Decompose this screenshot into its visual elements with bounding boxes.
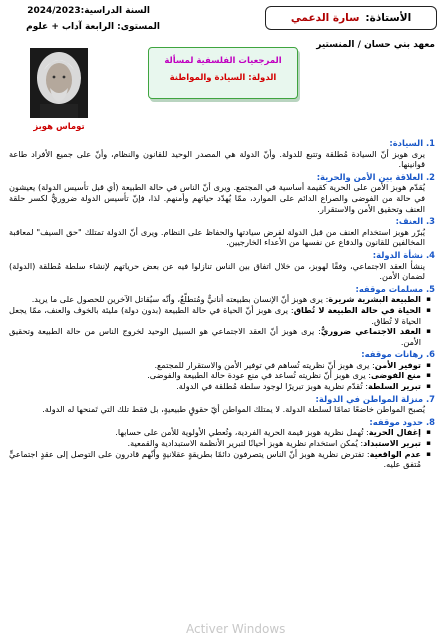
item-label: إغفال الحرية xyxy=(368,427,421,438)
item-text: : تفترض نظرية هوبز أنّ الناس يتصرفون دائمًا بطريقةٍ عقلانيةٍ وأنّهم قادرون على التوصل إلى عقدٍ اجتماعيٍّ مُتفق عليه. xyxy=(9,448,421,470)
section-title: 1. السيادة: xyxy=(389,138,435,148)
item-label: تبرير السلطة xyxy=(367,381,421,392)
item-label: العقد الاجتماعي ضروريٌّ xyxy=(320,326,421,337)
section-state-origin xyxy=(9,250,435,282)
section-title: 3. العنف: xyxy=(395,216,435,227)
section-stakes xyxy=(9,349,435,391)
title-line-2: الدولة: السيادة والمواطنة xyxy=(169,73,277,83)
section-text: يرى هوبز أنّ السيادة مُطلقة وتتبع للدولة. وأنّ الدولة هي المصدر الوحيد للقانون والنظام، وأنّ على جميع الأفراد طاعة قوانينها. xyxy=(9,148,425,170)
section-title: 5. مسلمات موقفه: xyxy=(355,283,435,294)
item-text: : يرى هوبز أنّ العقد الاجتماعي هو السبيل الوحيد لخروج الناس من حالة الطبيعة وتحقيق الأمن. xyxy=(9,326,421,347)
list-item xyxy=(9,381,435,392)
item-text: : يرى هوبز أنّ الإنسان بطبيعته أنانيٌّ ومُتطلّعٌ، وأنّه سيُقاتل الآخرين للحصول على ما يريد. xyxy=(31,294,329,305)
item-text: : يرى هوبز أنّ نظريته تُساهم في توفير الأمن والاستقرار للمجتمع. xyxy=(154,359,375,370)
item-label: توفير الأمن xyxy=(374,359,421,370)
section-text: ينشأ العقد الاجتماعي، وفقًا لهوبز، من خلال اتفاق بين الناس تنازلوا فيه عن بعض حرياتهم لإنشاء سلطة مُطلقة (الدولة) لضمان الأمن. xyxy=(9,260,425,282)
section-text: يُبرّر هوبز استخدام العنف من قبل الدولة لفرض سيادتها والحفاظ على النظام. ويرى أنّ الدولة تمتلك "حق السيف" لمعاقبة المخالفين للقانون والدفاع عن نفسها من الأعداء الخارجيين. xyxy=(9,226,425,248)
list-item xyxy=(9,326,435,347)
list-item xyxy=(9,449,435,470)
list-item xyxy=(9,438,435,449)
school-year: السنة الدراسية:2024/2023 xyxy=(27,6,150,16)
school-name: معهد بني حسان / المنستير xyxy=(316,40,435,50)
section-text: يُصبح المواطن خاضعًا تمامًا لسلطة الدولة. لا يمتلك المواطن أيّ حقوقٍ طبيعيةٍ، بل فقط تلك التي تَمنحها له الدولة. xyxy=(42,404,425,415)
section-title: 4. نشأة الدولة: xyxy=(372,249,435,260)
list-item xyxy=(9,305,435,326)
section-text: يُقدّم هوبز الأمن على الحرية كقيمة أساسية في المجتمع. ويرى أنّ الناس في حالة الطبيعة (أي قبل تأسيس الدولة) يعيشون في حالة من الفوضى والصراع الدائم على الموارد، ممّا يُهدّد حياتهم وأمنهم. لذا، فإنّ تأسيس الدولة ضروريٌّ لكسر حلقة العنف وتحقيق الأمن والاستقرار. xyxy=(9,182,425,214)
section-security-freedom xyxy=(9,172,435,214)
list-item xyxy=(9,370,435,381)
teacher-box xyxy=(265,6,437,30)
list-item xyxy=(9,360,435,371)
item-text: : يُمكن استخدام نظرية هوبز أحيانًا لتبرير الأنظمة الاستبدادية والقمعية. xyxy=(127,438,364,449)
teacher-name: سارة الدعمي xyxy=(290,12,360,24)
list-item xyxy=(9,294,435,305)
section-title: 7. منزلة المواطن في الدولة: xyxy=(315,393,435,404)
section-title: 8. حدود موقفه: xyxy=(369,416,435,427)
hobbes-portrait xyxy=(30,48,88,118)
item-text: : تُهمل نظرية هوبز قيمة الحرية الفردية، وتُعطي الأولوية للأمن على حسابها. xyxy=(115,427,369,438)
class-level: المستوى: الرابعة آداب + علوم xyxy=(26,22,160,32)
item-label: تبرير الاستبداد xyxy=(363,438,421,449)
title-line-1: المرجعيات الفلسفية لمسألة xyxy=(164,56,282,66)
activation-watermark: Activer Windows xyxy=(186,622,286,636)
item-text: : يرى هوبز أنّ نظريته تُساعد في منع عودة حالة الطبيعة والفوضى. xyxy=(147,370,372,381)
lesson-content xyxy=(9,136,435,470)
section-limits xyxy=(9,417,435,470)
section-premises xyxy=(9,284,435,348)
portrait-caption: توماس هوبز xyxy=(33,122,85,132)
item-label: الحياة في حالة الطبيعة لا تُطاق xyxy=(293,304,421,315)
section-title: 6. رهانات موقفه: xyxy=(361,349,435,360)
section-citizen-status xyxy=(9,394,435,415)
item-label: عدم الواقعية xyxy=(369,448,421,459)
section-title: 2. العلاقة بين الأمن والحرية: xyxy=(316,171,435,182)
item-text: : تُقدّم نظرية هوبز تبريرًا لوجود سلطة مُطلقة في الدولة. xyxy=(176,381,368,392)
section-sovereignty xyxy=(9,138,435,170)
section-violence xyxy=(9,216,435,248)
list-item xyxy=(9,427,435,438)
item-label: منع الفوضى xyxy=(371,370,421,381)
item-text: : يرى هوبز أنّ الحياة في حالة الطبيعة (بدون دولة) مليئة بالخوف والعنف، ممّا يجعل الحياة لا تُطاق. xyxy=(9,304,421,326)
title-box xyxy=(148,47,298,99)
item-label: الطبيعة البشرية شريرة xyxy=(328,294,421,305)
teacher-label: الأستاذة: xyxy=(365,12,412,24)
